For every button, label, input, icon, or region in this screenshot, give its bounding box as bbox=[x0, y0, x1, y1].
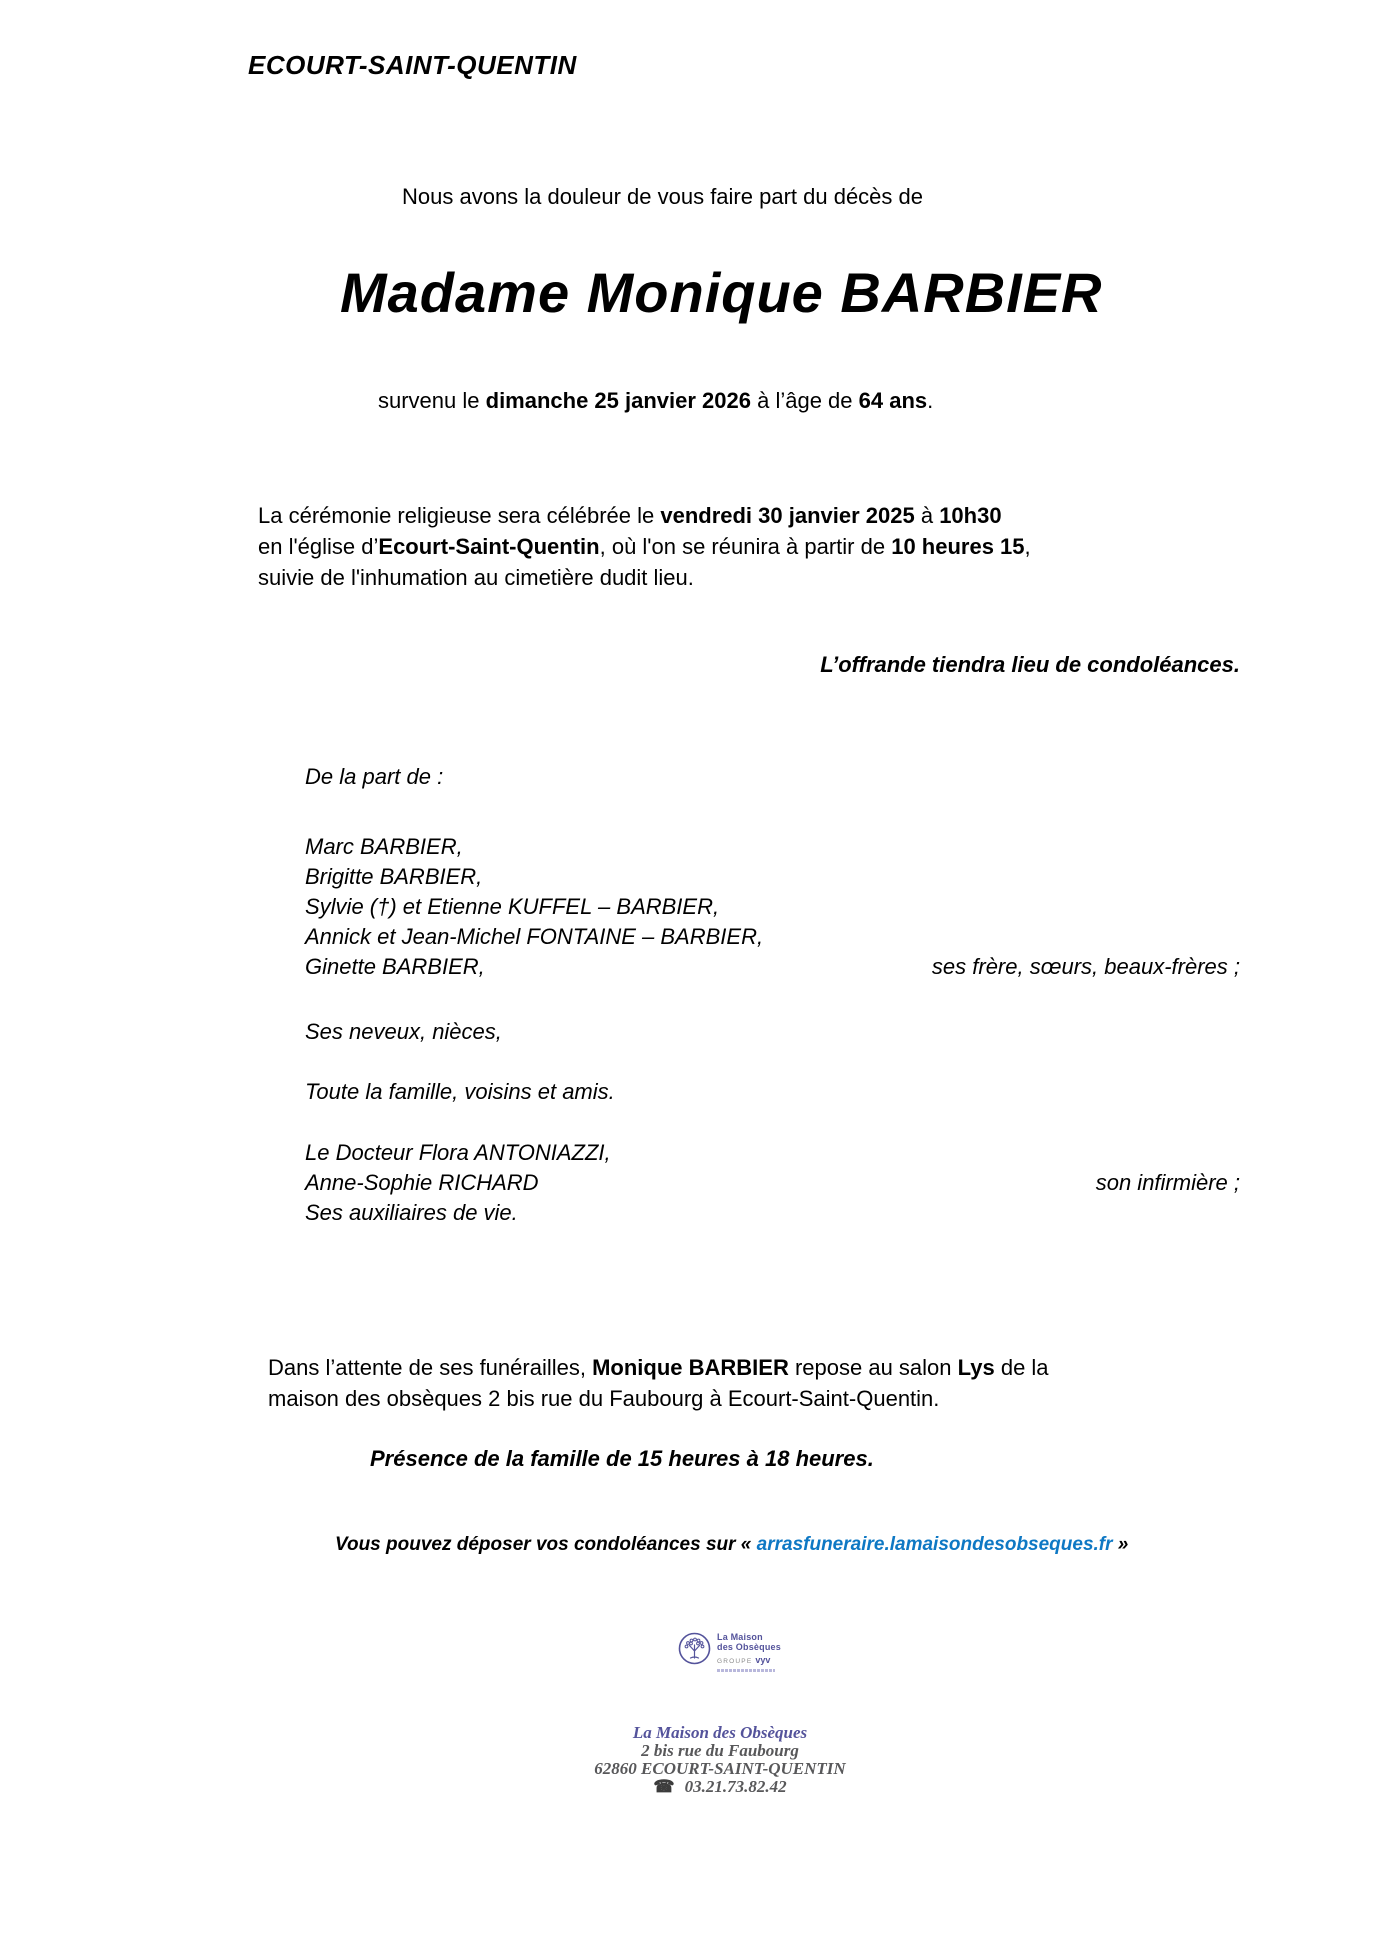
ceremony-line-2 bbox=[258, 531, 1178, 562]
footer-phone-number: 03.21.73.82.42 bbox=[684, 1777, 787, 1796]
spacer bbox=[305, 1107, 1240, 1138]
repose-line-2: maison des obsèques 2 bis rue du Faubourg à Ecourt-Saint-Quentin. bbox=[268, 1386, 940, 1411]
church-name: Ecourt-Saint-Quentin bbox=[378, 534, 600, 559]
death-text: . bbox=[927, 388, 934, 413]
offering-line: L’offrande tiendra lieu de condoléances. bbox=[820, 652, 1240, 677]
repose-text: repose au salon bbox=[788, 1355, 958, 1380]
relation-siblings: ses frère, sœurs, beaux-frères ; bbox=[931, 954, 1240, 979]
family-name: Sylvie (†) et Etienne KUFFEL – BARBIER, bbox=[305, 894, 720, 919]
family-intro: De la part de : bbox=[305, 764, 444, 789]
ceremony-text: à bbox=[914, 503, 940, 528]
spacer bbox=[305, 982, 1240, 1017]
death-age: 64 ans bbox=[858, 388, 928, 413]
logo-brand-line2: des Obsèques bbox=[717, 1642, 781, 1652]
family-name: Annick et Jean-Michel FONTAINE – BARBIER, bbox=[305, 924, 764, 949]
logo-group-label: GROUPE bbox=[717, 1658, 753, 1665]
spacer bbox=[305, 1047, 1240, 1077]
family-name: Marc BARBIER, bbox=[305, 834, 463, 859]
family-name-row bbox=[305, 952, 1240, 982]
ceremony-text: en l'église d’ bbox=[258, 534, 379, 559]
deceased-name: Madame Monique BARBIER bbox=[340, 261, 1103, 324]
repose-text: Dans l’attente de ses funérailles, bbox=[268, 1355, 593, 1380]
repose-paragraph bbox=[268, 1352, 1228, 1414]
ceremony-text: , bbox=[1024, 534, 1031, 559]
aux-line: Ses auxiliaires de vie. bbox=[305, 1200, 518, 1225]
family-name: Ginette BARBIER, bbox=[305, 954, 485, 979]
logo-block bbox=[678, 1632, 781, 1672]
gathering-time: 10 heures 15 bbox=[891, 534, 1025, 559]
logo-vyv-label: vyv bbox=[755, 1655, 771, 1665]
salon-name: Lys bbox=[957, 1355, 995, 1380]
ceremony-date: vendredi 30 janvier 2025 bbox=[660, 503, 915, 528]
footer-phone-line bbox=[420, 1778, 1020, 1796]
intro-line: Nous avons la douleur de vous faire part du décès de bbox=[402, 184, 923, 209]
condolences-line bbox=[335, 1534, 1128, 1556]
nurse-row bbox=[305, 1168, 1240, 1198]
condolences-text: Vous pouvez déposer vos condoléances sur « bbox=[335, 1534, 757, 1555]
logo-group-line bbox=[717, 1655, 781, 1665]
death-date: dimanche 25 janvier 2026 bbox=[485, 388, 751, 413]
family-name: Brigitte BARBIER, bbox=[305, 864, 483, 889]
repose-line-1 bbox=[268, 1352, 1228, 1383]
phone-icon: ☎ bbox=[653, 1777, 675, 1796]
whole-family-line: Toute la famille, voisins et amis. bbox=[305, 1079, 615, 1104]
footer-address-1: 2 bis rue du Faubourg bbox=[641, 1741, 799, 1760]
death-date-line bbox=[378, 388, 933, 414]
ceremony-line-3: suivie de l'inhumation au cimetière dudit lieu. bbox=[258, 565, 694, 590]
death-text: survenu le bbox=[378, 388, 486, 413]
family-section bbox=[305, 762, 1240, 1228]
condolences-text: » bbox=[1112, 1534, 1129, 1555]
footer-address-2: 62860 ECOURT-SAINT-QUENTIN bbox=[594, 1759, 846, 1778]
logo-text bbox=[717, 1632, 781, 1672]
relation-nurse: son infirmière ; bbox=[1095, 1170, 1240, 1195]
nephews-line: Ses neveux, nièces, bbox=[305, 1019, 502, 1044]
ceremony-text: La cérémonie religieuse sera célébrée le bbox=[258, 503, 661, 528]
town-header: ECOURT-SAINT-QUENTIN bbox=[248, 50, 577, 80]
ceremony-paragraph bbox=[258, 500, 1178, 593]
tree-icon bbox=[678, 1632, 711, 1670]
footer-org: La Maison des Obsèques bbox=[632, 1723, 808, 1742]
spacer bbox=[305, 792, 1240, 832]
condolences-link[interactable]: arrasfuneraire.lamaisondesobseques.fr bbox=[756, 1534, 1113, 1555]
ceremony-text: , où l'on se réunira à partir de bbox=[599, 534, 892, 559]
doctor-line: Le Docteur Flora ANTONIAZZI, bbox=[305, 1140, 611, 1165]
ceremony-time: 10h30 bbox=[939, 503, 1002, 528]
repose-text: de la bbox=[994, 1355, 1049, 1380]
footer-contact-block bbox=[420, 1724, 1020, 1796]
nurse-name: Anne-Sophie RICHARD bbox=[305, 1170, 539, 1195]
death-text: à l’âge de bbox=[751, 388, 859, 413]
family-presence-line: Présence de la famille de 15 heures à 18 heures. bbox=[370, 1446, 874, 1471]
logo-brand-line1: La Maison bbox=[717, 1632, 763, 1642]
logo-tagline bbox=[717, 1669, 775, 1672]
deceased-name-bold: Monique BARBIER bbox=[592, 1355, 789, 1380]
ceremony-line-1 bbox=[258, 500, 1178, 531]
